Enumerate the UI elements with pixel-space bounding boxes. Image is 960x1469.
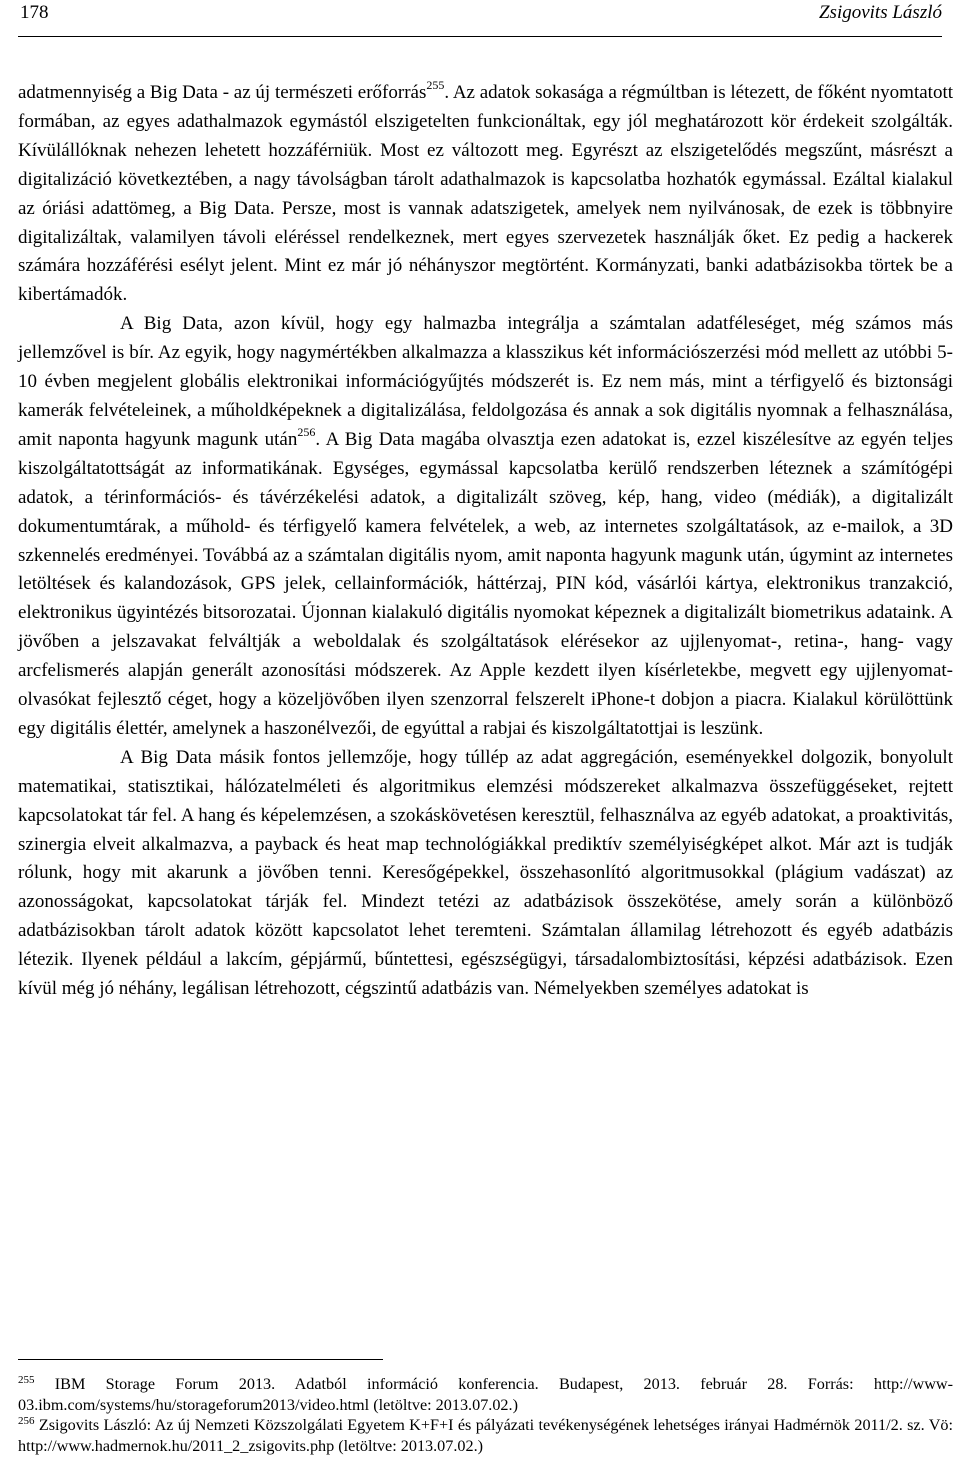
footnotes bbox=[18, 1374, 953, 1456]
paragraph: A Big Data másik fontos jellemzője, hogy túllép az adat aggregáción, eseményekkel dolgozik, bonyolult matematikai, statisztikai, hálózatelméleti és algoritmikus elemzési módszereket alkalmazva összefüggéseket, rejtett kapcsolatokat tár fel. A hang és képelemzésen, a szokáskövetésen keresztül, felhasználva az egyéb adatokat, a proaktivitás, szinergia elveit alkalmazva, a payback és heat map technológiákkal prediktív személyiségképet alkot. Már azt is tudják rólunk, hogy mit akarunk a jövőben tenni. Keresőgépekkel, összehasonlító algoritmusokkal (plágium vadászat) az azonosságokat, kapcsolatokat tárják fel. Mindezt tetézi az adatbázisok összekötése, amely során a különböző adatbázisokban tárolt adatok között kapcsolatot lehet teremteni. Számtalan államilag létrehozott és egyéb adatbázis létezik. Ilyenek például a lakcím, gépjármű, bűntettesi, egészségügyi, társadalombiztosítási, képzési adatbázisok. Ezen kívül még jó néhány, legálisan létrehozott, cégszintű adatbázis van. Némelyekben személyes adatokat is bbox=[18, 746, 953, 1000]
footnote-mark: 256 bbox=[18, 1415, 35, 1427]
footnote-text: IBM Storage Forum 2013. Adatból információ konferencia. Budapest, 2013. február 28. Forrás: http://www-03.ibm.com/systems/hu/storageforum2013/video.html (letöltve: 2013.07.02.) bbox=[18, 1375, 953, 1414]
footnote-reference: 256 bbox=[297, 424, 316, 439]
header-rule bbox=[18, 36, 942, 37]
footnote-reference: 255 bbox=[426, 78, 445, 92]
body-text bbox=[18, 79, 953, 1004]
footnote-separator bbox=[18, 1359, 383, 1360]
paragraph: adatmennyiség a Big Data - az új természeti erőforrás$^{255}$. Az adatok sokasága a régmúltban is létezett, de főként nyomtatott formában, az egyes adathalmazok egymástól elszigetelten funkcionáltak, egy jól meghatározott kör érdekeit szolgálták. Kívülállóknak nehezen lehetett hozzáférniük. Most ez változott meg. Egyrészt az elszigetelődés megszűnt, másrészt a digitalizáció következtében, a nagy távolságban tárolt adathalmazok is kapcsolatba hozhatók egymással. Ezáltal kialakul az óriási adattömeg, a Big Data. Persze, most is vannak adatszigetek, amelyek nem nyilvánosak, de ezek is többnyire digitalizáltak, valamilyen távoli eléréssel rendelkeznek, mert egyes szervezetek használják őket. Ez pedig a hackerek számára hozzáférési esélyt jelent. Mint ez már jó néhányszor megtörtént. Kormányzati, banki adatbázisokba törtek be a kibertámadók. bbox=[18, 78, 954, 306]
page-header bbox=[18, 0, 942, 34]
footnote bbox=[18, 1374, 953, 1415]
paragraph: A Big Data, azon kívül, hogy egy halmazba integrálja a számtalan adatféleséget, még számos más jellemzővel is bír. Az egyik, hogy nagymértékben alkalmazza a klasszikus két információszerzési mód mellett az utóbbi 5-10 évben megjelent globális elektronikai információgyűjtés módszerét is. Ez nem más, mint a térfigyelő és biztonsági kamerák felvételeinek, a műholdképeknek a digitalizálása, feldolgozása és annak a sok digitális nyomnak a felhasználása, amit naponta hagyunk magunk után$^{256}$. A Big Data magába olvasztja ezen adatokat is, ezzel kiszélesítve az egyén teljes kiszolgáltatottságát az informatikának. Egységes, egymással kapcsolatba kerülő rendszerben léteznek a számítógépi adatok, a térinformációs- és távérzékelési adatok, a digitalizált szöveg, kép, hang, video (médiák), a digitalizált dokumentumtárak, a műhold- és térfigyelő kamera felvételek, a web, az internetes szolgáltatások, az e-mailok, a 3D szkennelés eredményei. Továbbá az a számtalan digitális nyom, amit naponta hagyunk magunk után, úgymint az internetes letöltések és kalandozások, GPS jelek, cellainformációk, háttérzaj, PIN kód, vásárlói kártya, elektronikus tranzakció, elektronikus ügyintézés bitsorozatai. Újonnan kialakuló digitális nyomokat képeznek a digitalizált biometrikus adataink. A jövőben a jelszavakat felváltják a weboldalak és szolgáltatások elérésekor az ujjlenyomat-, retina-, hang- vagy arcfelismerés alapján generált azonosítási módszerek. Az Apple kezdett ilyen kísérletekbe, megvett egy ujjlenyomat-olvasókat fejlesztő céget, hogy a közeljövőben ilyen szenzorral felszerelt iPhone-t dobjon a piacra. Kialakul körülöttünk egy digitális élettér, amelynek a haszonélvezői, de egyúttal a rabjai és kiszolgáltatottjai is leszünk. bbox=[18, 313, 953, 739]
footnote-text: Zsigovits László: Az új Nemzeti Közszolgálati Egyetem K+F+I és pályázati tevékenységének lehetséges irányai Hadmérnök 2011/2. sz. Vö: http://www.hadmernok.hu/2011_2_zsigovits.php (letöltve: 2013.07.02.) bbox=[18, 1416, 953, 1455]
running-title: Zsigovits László bbox=[818, 2, 942, 23]
page-number: 178 bbox=[20, 2, 49, 23]
footnote-mark: 255 bbox=[18, 1374, 35, 1386]
footnote bbox=[18, 1415, 953, 1456]
